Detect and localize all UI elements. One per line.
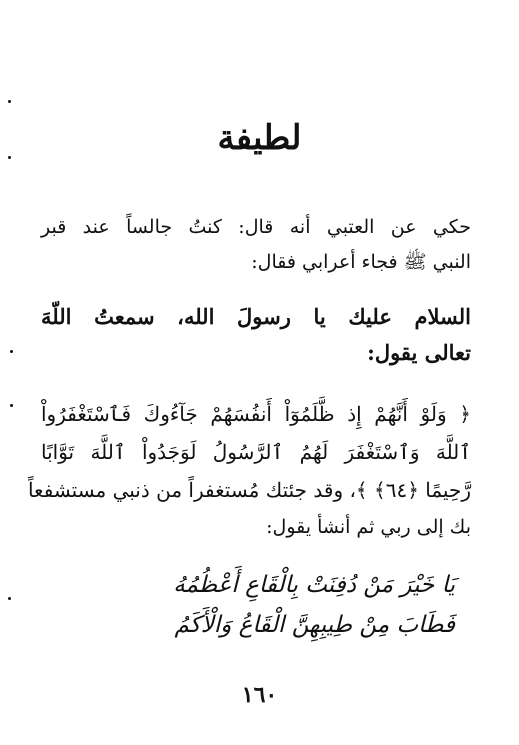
poem-verse: يَا خَيْرَ مَنْ دُفِنَتْ بِالْقَاعِ أَعْظُمُهُ <box>173 572 455 598</box>
quran-verse-line: رَّحِيمًا ﴿٦٤﴾ ﴾، وقد جئتك مُستغفراً من ذنبي مستشفعاً <box>27 478 471 502</box>
margin-mark <box>8 100 11 103</box>
poem-verse: فَطَابَ مِنْ طِيبِهِنَّ الْقَاعُ وَالْأَكَمُ <box>174 612 455 638</box>
margin-mark <box>10 350 13 353</box>
greeting-line: السلام عليك يا رسولَ الله، سمعتُ اللّهَ <box>41 304 471 329</box>
section-title: لطيفة <box>217 118 302 158</box>
page-number: ١٦٠ <box>241 682 278 708</box>
text-line: حكي عن العتبي أنه قال: كنتُ جالساً عند قبر <box>41 216 471 238</box>
text-line: النبي ﷺ فجاء أعرابي فقال: <box>251 251 471 273</box>
margin-mark <box>8 597 11 600</box>
margin-mark <box>10 404 13 407</box>
text-line: بك إلى ربي ثم أنشأ يقول: <box>266 516 471 538</box>
greeting-line: تعالى يقول: <box>367 340 471 365</box>
quran-verse-line: ٱللَّهَ وَٱسْتَغْفَرَ لَهُمُ ٱلرَّسُولُ لَوَجَدُواْ ٱللَّهَ تَوَّابًا <box>41 440 471 464</box>
quran-verse-line: ﴿ وَلَوْ أَنَّهُمْ إِذ ظَّلَمُوٓاْ أَنفُسَهُمْ جَآءُوكَ فَٱسْتَغْفَرُواْ <box>41 402 471 426</box>
